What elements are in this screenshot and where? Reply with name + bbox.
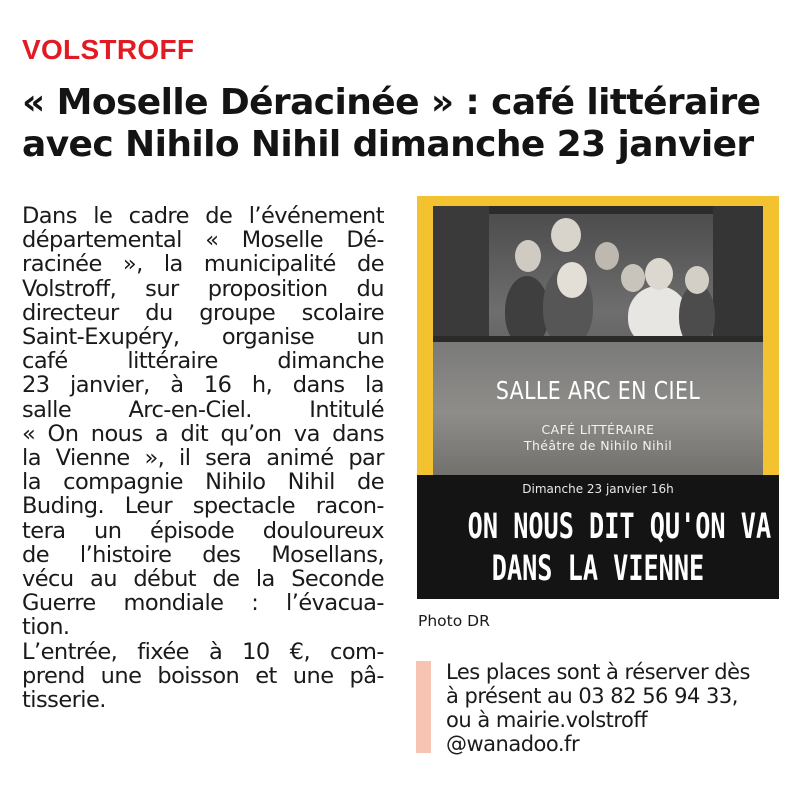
wagon-board bbox=[433, 336, 763, 482]
body-line: salle Arc-en-Ciel. Intitulé bbox=[22, 396, 384, 423]
body-line: Saint-Exupéry, organise un bbox=[22, 324, 384, 351]
body-line: L’entrée, fixée à 10 €, com- bbox=[22, 638, 384, 665]
body-line: 23 janvier, à 16 h, dans la bbox=[22, 372, 384, 399]
headline-line: avec Nihilo Nihil dimanche 23 janvier bbox=[22, 124, 754, 165]
body-line: départemental « Moselle Dé- bbox=[22, 227, 384, 254]
body-line: prend une boisson et une pâ- bbox=[22, 662, 384, 689]
body-line: racinée », la municipalité de bbox=[22, 251, 384, 278]
body-line: tera un épisode douloureux bbox=[22, 517, 384, 544]
reservation-info bbox=[446, 660, 782, 756]
info-line: Les places sont à réserver dès bbox=[446, 660, 750, 684]
body-line: tisserie. bbox=[22, 687, 106, 714]
body-line: la compagnie Nihilo Nihil de bbox=[22, 469, 384, 496]
body-line: Dans le cadre de l’événement bbox=[22, 203, 384, 229]
photo-credit: Photo DR bbox=[418, 612, 490, 630]
info-line: @wanadoo.fr bbox=[446, 732, 580, 756]
info-line: à présent au 03 82 56 94 33, bbox=[446, 684, 738, 708]
poster-title-line: DANS LA VIENNE bbox=[491, 549, 705, 589]
info-accent-bar bbox=[416, 661, 431, 753]
body-line: Buding. Leur spectacle racon- bbox=[22, 493, 384, 520]
info-line: ou à mairie.volstroff bbox=[446, 708, 648, 732]
body-line: tion. bbox=[22, 614, 70, 641]
headline bbox=[22, 82, 782, 166]
body-line: Guerre mondiale : l’évacua- bbox=[22, 590, 384, 617]
poster-title bbox=[467, 506, 772, 590]
event-poster bbox=[417, 196, 779, 599]
poster-venue: SALLE ARC EN CIEL bbox=[495, 376, 701, 405]
body-line: directeur du groupe scolaire bbox=[22, 299, 384, 326]
body-line: la Vienne », il sera animé par bbox=[22, 445, 384, 472]
poster-title-line: ON NOUS DIT QU'ON VA bbox=[467, 507, 772, 547]
body-line: « On nous a dit qu’on va dans bbox=[22, 420, 384, 447]
poster-subtitle: CAFÉ LITTÉRAIRE bbox=[541, 422, 655, 437]
body-line: Volstroff, sur proposition du bbox=[22, 275, 384, 302]
article-body bbox=[22, 204, 384, 712]
poster-date: Dimanche 23 janvier 16h bbox=[522, 482, 674, 496]
poster-company: Théâtre de Nihilo Nihil bbox=[523, 438, 673, 453]
body-line: café littéraire dimanche bbox=[22, 348, 384, 375]
kicker: VOLSTROFF bbox=[22, 34, 195, 65]
body-line: de l’histoire des Mosellans, bbox=[22, 541, 384, 568]
body-line: vécu au début de la Seconde bbox=[22, 566, 384, 593]
headline-line: « Moselle Déracinée » : café littéraire bbox=[22, 82, 761, 123]
